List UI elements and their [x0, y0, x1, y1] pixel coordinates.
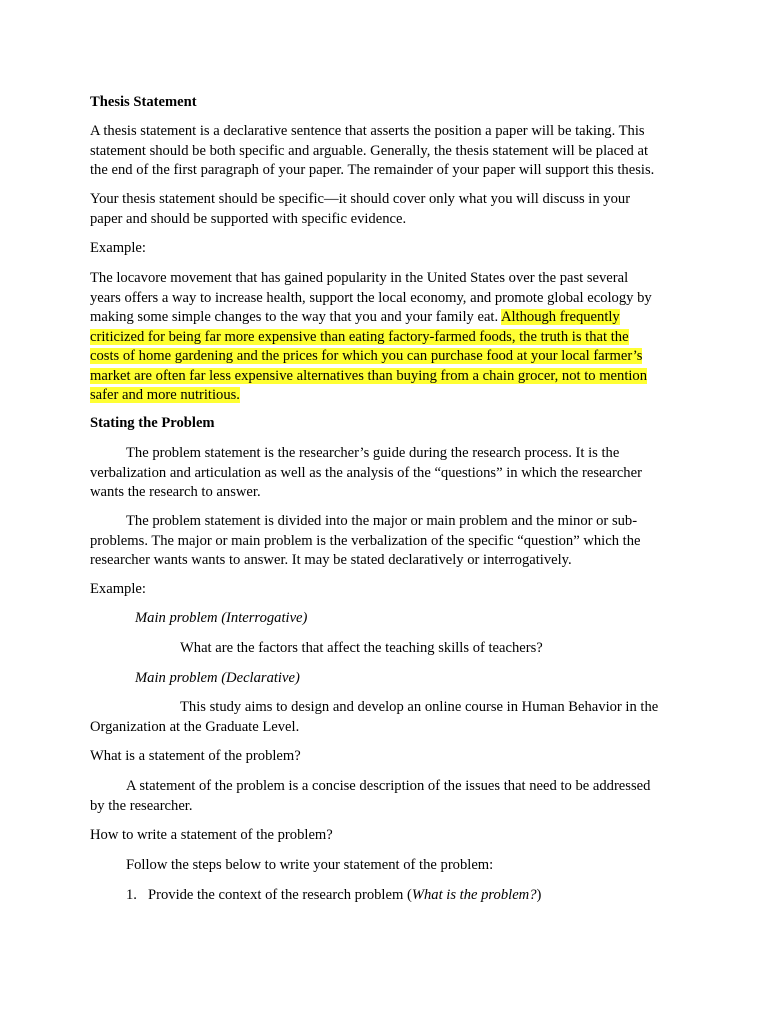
text-line [90, 347, 690, 367]
list-item-close: ) [536, 887, 542, 903]
text-line [90, 308, 690, 328]
answer-statement-definition [90, 777, 690, 816]
thesis-paragraph-2 [90, 190, 690, 229]
italic-label: Main problem (Interrogative) [135, 610, 308, 626]
main-problem-declarative-label [135, 669, 735, 689]
main-problem-interrogative-label [135, 609, 735, 629]
text-line: Your thesis statement should be specific—it should cover only what you will discuss in your [90, 191, 631, 207]
example-label: Example: [90, 240, 146, 256]
main-problem-declarative-text [90, 698, 690, 737]
text-line [90, 367, 690, 387]
list-item-italic: What is the problem? [411, 887, 537, 903]
highlighted-text: market are often far less expensive alternatives than buying from a chain grocer, not to mention [90, 367, 648, 384]
text-line: problems. The major or main problem is the verbalization of the specific “question” which the [90, 532, 641, 549]
text-line: The locavore movement that has gained popularity in the United States over the past several [90, 270, 629, 286]
text-line: paper and should be supported with specific evidence. [90, 210, 407, 227]
text-line [90, 328, 690, 348]
thesis-paragraph-1 [90, 122, 690, 181]
text-line: A thesis statement is a declarative sentence that asserts the position a paper will be taking. This [90, 123, 645, 139]
text-line: by the researcher. [90, 797, 193, 814]
text-segment: making some simple changes to the way that you and your family eat. [90, 309, 501, 325]
text-line: Organization at the Graduate Level. [90, 718, 300, 735]
text-line: Follow the steps below to write your statement of the problem: [126, 857, 494, 873]
text-line: A statement of the problem is a concise description of the issues that need to be addressed [126, 778, 651, 794]
highlighted-text: criticized for being far more expensive than eating factory-farmed foods, the truth is that the [90, 328, 629, 345]
text-line: researcher wants wants to answer. It may be stated declaratively or interrogatively. [90, 552, 572, 568]
text-line: statement should be both specific and arguable. Generally, the thesis statement will be placed at [90, 142, 649, 159]
question-how-to-write: How to write a statement of the problem? [90, 827, 333, 843]
heading-stating-the-problem: Stating the Problem [90, 415, 215, 431]
list-item-step-1 [90, 886, 690, 906]
text-line [90, 386, 690, 406]
main-problem-interrogative-text: What are the factors that affect the teaching skills of teachers? [180, 640, 543, 656]
question-what-is-statement: What is a statement of the problem? [90, 748, 301, 764]
text-line: The problem statement is the researcher’s guide during the research process. It is the [126, 445, 620, 461]
text-line: wants the research to answer. [90, 484, 261, 500]
list-number: 1. [126, 887, 137, 903]
italic-label: Main problem (Declarative) [135, 670, 300, 686]
example-label: Example: [90, 581, 146, 597]
text-line: The problem statement is divided into the major or main problem and the minor or sub- [126, 513, 638, 529]
thesis-example-paragraph [90, 269, 690, 406]
highlighted-text: safer and more nutritious. [90, 387, 240, 403]
text-line: verbalization and articulation as well as the analysis of the “questions” in which the researcher [90, 464, 642, 481]
steps-intro [90, 856, 690, 876]
highlighted-text: Although frequently [500, 309, 620, 325]
problem-paragraph-2 [90, 512, 690, 571]
highlighted-text: costs of home gardening and the prices for which you can purchase food at your local farmer’s [90, 348, 643, 364]
text-line: the end of the first paragraph of your paper. The remainder of your paper will support this thesis. [90, 162, 655, 178]
text-line: This study aims to design and develop an online course in Human Behavior in the [180, 699, 659, 715]
heading-thesis-statement: Thesis Statement [90, 94, 197, 110]
list-item-text: Provide the context of the research problem ( [148, 887, 412, 903]
problem-paragraph-1 [90, 444, 690, 503]
text-line: years offers a way to increase health, support the local economy, and promote global ecology by [90, 289, 652, 306]
